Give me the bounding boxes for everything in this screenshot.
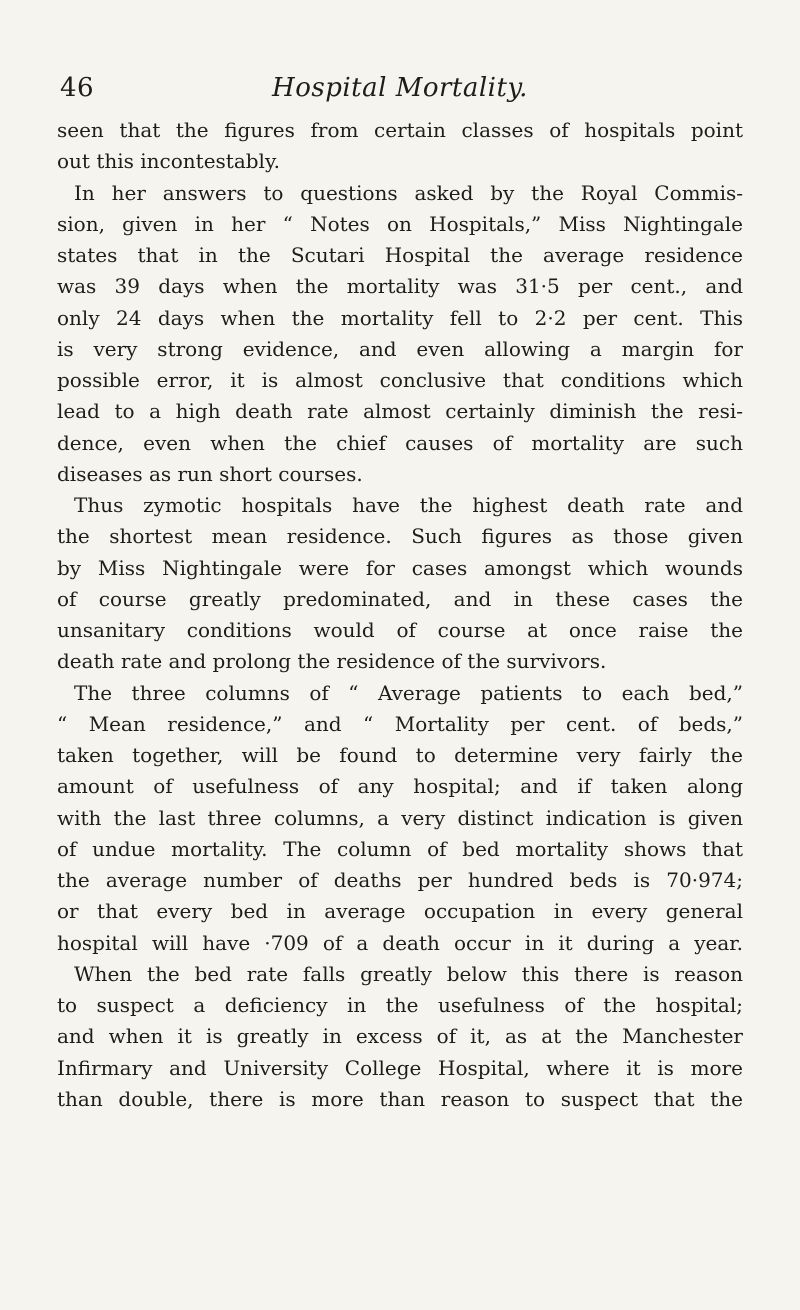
text-line: the shortest mean residence. Such figures as those given — [57, 524, 743, 549]
text-line: death rate and prolong the residence of the survivors. — [57, 649, 607, 674]
text-line: only 24 days when the mortality fell to 2·2 per cent. This — [57, 305, 743, 330]
text-line: The three columns of “ Average patients to each bed,” — [74, 680, 743, 705]
text-line: possible error, it is almost conclusive that conditions which — [57, 368, 743, 392]
text-line: of course greatly predominated, and in these cases the — [57, 586, 743, 611]
text-line: sion, given in her “ Notes on Hospitals,” Miss Nightingale — [57, 211, 743, 236]
page-number: 46 — [60, 73, 95, 103]
text-line: “ Mean residence,” and “ Mortality per cent. of beds,” — [57, 711, 743, 736]
text-line: diseases as run short courses. — [57, 461, 363, 486]
text-line: states that in the Scutari Hospital the average residence — [57, 243, 743, 267]
text-line: When the bed rate falls greatly below this there is reason — [74, 961, 743, 986]
running-title: Hospital Mortality. — [272, 73, 528, 103]
text-line: amount of usefulness of any hospital; and if taken along — [57, 774, 743, 799]
text-line: Thus zymotic hospitals have the highest death rate and — [74, 493, 743, 517]
text-line: Infirmary and University College Hospital, where it is more — [57, 1055, 743, 1080]
text-line: hospital will have ·709 of a death occur in it during a year. — [57, 930, 743, 955]
text-line: by Miss Nightingale were for cases amongst which wounds — [57, 555, 743, 580]
text-line: is very strong evidence, and even allowing a margin for — [57, 336, 743, 361]
text-line: lead to a high death rate almost certainly diminish the resi- — [57, 399, 743, 424]
text-line: the average number of deaths per hundred beds is 70·974; — [57, 868, 743, 892]
text-line: In her answers to questions asked by the Royal Commis- — [74, 180, 743, 205]
text-line: or that every bed in average occupation in every general — [57, 899, 743, 924]
text-line: with the last three columns, a very distinct indication is given — [57, 805, 743, 830]
text-line: out this incontestably. — [57, 149, 280, 174]
text-line: unsanitary conditions would of course at once raise the — [57, 618, 743, 642]
text-line: seen that the figures from certain classes of hospitals point — [57, 118, 743, 142]
text-line: and when it is greatly in excess of it, as at the Manchester — [57, 1024, 743, 1049]
text-line: of undue mortality. The column of bed mortality shows that — [57, 836, 743, 861]
text-line: was 39 days when the mortality was 31·5 per cent., and — [57, 274, 743, 299]
page-header — [60, 68, 740, 108]
text-line: to suspect a deficiency in the usefulness of the hospital; — [57, 993, 743, 1017]
text-line: taken together, will be found to determine very fairly the — [57, 743, 743, 767]
text-line: than double, there is more than reason to suspect that the — [57, 1086, 743, 1111]
text-line: dence, even when the chief causes of mortality are such — [57, 430, 743, 455]
body-text — [57, 115, 743, 1115]
